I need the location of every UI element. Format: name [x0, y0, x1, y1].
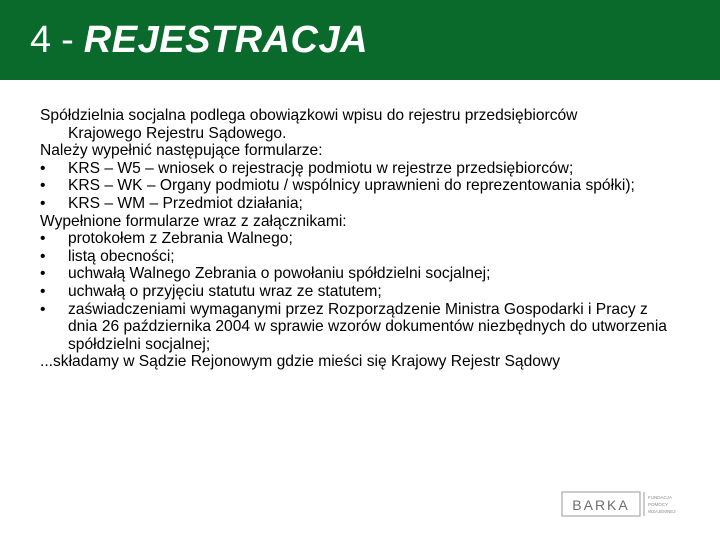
attachment-item	[40, 301, 680, 354]
barka-sub-1: FUNDACJA	[648, 495, 673, 500]
es-logo-text: eS	[664, 18, 698, 48]
bullet-dot: •	[40, 247, 46, 265]
attachments-heading: Wypełnione formularze wraz z załącznikami:	[40, 212, 347, 230]
form-item	[40, 195, 680, 213]
form-item-text: KRS – WM – Przedmiot działania;	[68, 194, 303, 212]
attachment-item	[40, 248, 680, 266]
attachment-item	[40, 265, 680, 283]
bullet-dot: •	[40, 230, 46, 248]
title-number: 4	[30, 19, 52, 61]
form-item-text: KRS – WK – Organy podmiotu / wspólnicy uprawnieni do reprezentowania spółki);	[68, 177, 635, 195]
attachment-item	[40, 230, 680, 248]
intro-line-2: Krajowego Rejestru Sądowego.	[68, 124, 287, 142]
title-separator: -	[61, 19, 74, 61]
main-content	[40, 107, 680, 371]
form-item	[40, 177, 680, 195]
page-title	[30, 12, 368, 68]
attachment-item-text: uchwałą o przyjęciu statutu wraz ze statutem;	[68, 282, 382, 300]
form-item	[40, 160, 680, 178]
forms-heading: Należy wypełnić następujące formularze:	[40, 142, 323, 160]
form-item-text: KRS – W5 – wniosek o rejestrację podmiotu w rejestrze przedsiębiorców;	[68, 159, 574, 177]
bullet-dot: •	[40, 300, 46, 318]
barka-logo-text: BARKA	[572, 497, 630, 513]
attachment-item-text: protokołem z Zebrania Walnego;	[68, 230, 293, 248]
barka-sub-2: POMOCY	[648, 502, 669, 507]
attachment-item-text: listą obecności;	[68, 247, 175, 265]
attachment-item-text: zaświadczeniami wymaganymi przez Rozporządzenie Ministra Gospodarki i Pracy z dnia 26 października 2004 w sprawie wzorów dokumentów niezbędnych do utworzenia spółdzielni socjalnej;	[68, 300, 667, 353]
barka-sub-3: WZAJEMNEJ	[648, 509, 676, 514]
attachment-item	[40, 283, 680, 301]
bullet-dot: •	[40, 177, 46, 195]
bullet-dot: •	[40, 194, 46, 212]
attachment-item-text: uchwałą Walnego Zebrania o powołaniu spółdzielni socjalnej;	[68, 265, 491, 283]
bullet-dot: •	[40, 282, 46, 300]
title-text: REJESTRACJA	[83, 19, 369, 61]
closing-line: ...składamy w Sądzie Rejonowym gdzie mieści się Krajowy Rejestr Sądowy	[40, 353, 560, 371]
barka-logo	[560, 489, 685, 519]
intro-line-1: Spółdzielnia socjalna podlega obowiązkowi wpisu do rejestru przedsiębiorców	[40, 107, 578, 124]
es-logo	[650, 8, 712, 58]
bullet-dot: •	[40, 265, 46, 283]
bullet-dot: •	[40, 159, 46, 177]
